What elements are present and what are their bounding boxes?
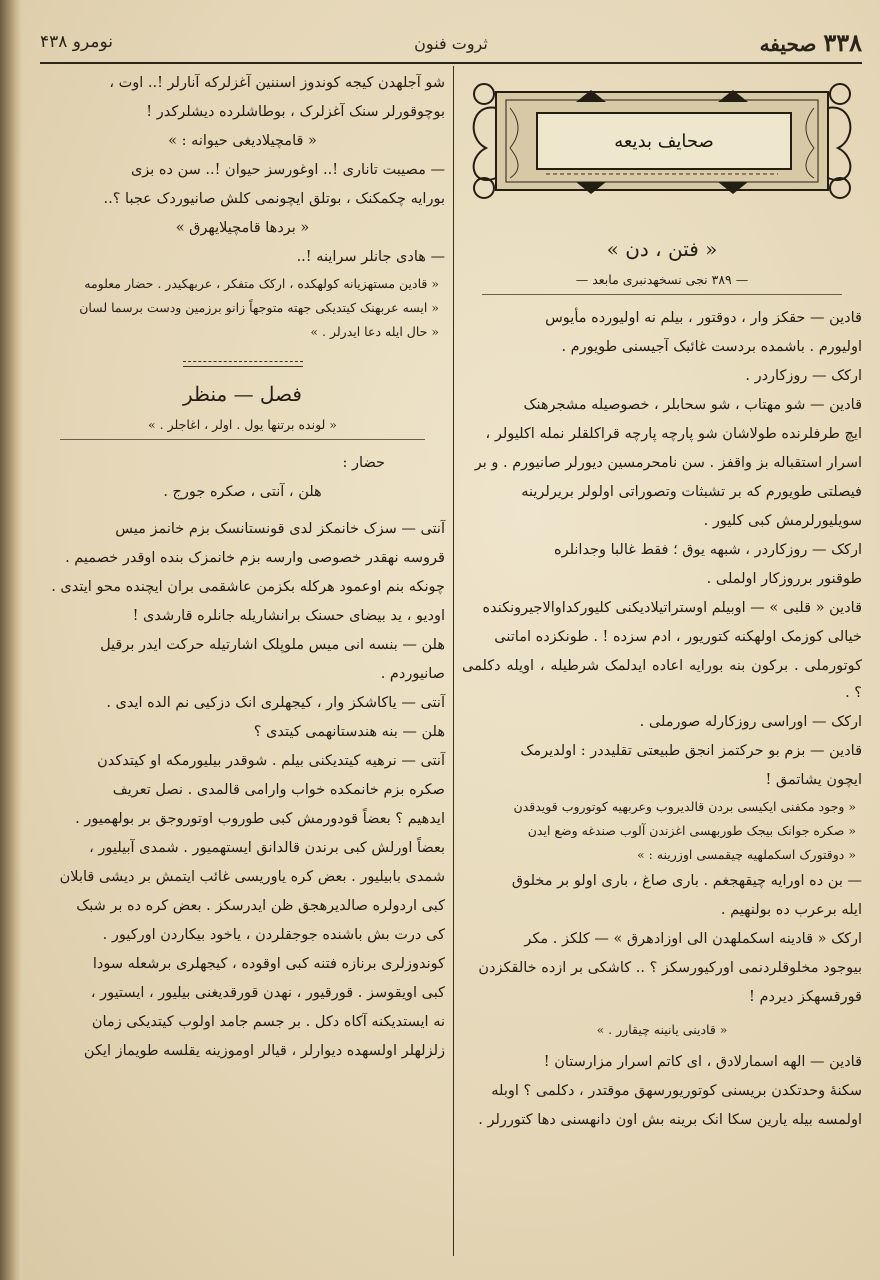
journal-title: ثروت فنون <box>414 34 488 53</box>
stage-note: « ایسه عربهنک کیتدیکی جهته متوجهاً زانو برزمین ودست برسما لسان <box>79 300 439 315</box>
dialogue-line: فیصلتی طویورم که بر تشبثات وتصوراتی اولولر بریرلرینه <box>521 484 862 500</box>
right-column <box>462 232 862 1136</box>
left-column <box>40 70 445 1067</box>
dialogue-line: صانیوردم . <box>380 666 445 682</box>
dialogue-line: بعضاً اورلش کبی برندن قالدانق ایستهمیور . شمدی آبیلیور ، <box>89 840 445 856</box>
dialogue-line: سکنهٔ وحدتکدن بریسنی کوتوریورسهق موقتدر ، دکلمی ؟ اوبله <box>491 1083 862 1099</box>
dialogue-line: ایدهیم ؟ بعضاً قودورمش کبی طوروب اوتوروجق بر بولهمیور . <box>75 811 445 827</box>
dialogue-line: آنتی — یاکاشکز وار ، کیجهلری انک دزکیی نم الده ایدی . <box>106 695 445 711</box>
stage-note: « قادین مستهزیانه کولهکده ، ارکک متفکر ، عربهکیدر . حضار معلومه <box>84 276 439 291</box>
page-number: ۳۳۸ <box>823 28 862 57</box>
dialogue-line: چونکه بنم اوعمود هرکله بکزمن عاشقمی بران ایچنده محو ایتدی . <box>51 579 445 595</box>
issue-number: نومرو ۴۳۸ <box>40 32 114 52</box>
dialogue-line: سویلیورلرمش کبی کلیور . <box>703 513 862 529</box>
section-divider <box>183 361 303 367</box>
dialogue-line: قادین — الهه اسمارلادق ، ای کاتم اسرار مزارستان ! <box>543 1054 862 1070</box>
dialogue-line: ایچ طرفلرنده طولاشان شو پارچه پارچه قراکلقلر نمله اکلیولر ، <box>485 426 862 442</box>
dialogue-line: طوقنور برروزکار اولملی . <box>706 571 862 587</box>
stage-note: « حال ایله دعا ایدرلر . » <box>310 324 439 339</box>
dialogue-line: هلن — بنسه انی میس ملوپلک اشارتیله حرکت ایدر برقیل <box>100 637 445 653</box>
dialogue-line: کوندوزلری برنازه فتنه کبی اوقوده ، کیجهلری برشعله سودا <box>92 956 445 972</box>
text-line: — هادی جانلر سراینه !.. <box>296 249 445 265</box>
dialogue-line: صکره بزم خانمکده خواب وارامی قالمدی . نصل تعریف <box>112 782 445 798</box>
spacer <box>40 508 445 516</box>
stage-note: « بردها قامچیلایهرق » <box>175 220 310 236</box>
page-label: صحیفه <box>759 32 817 56</box>
dialogue-line: کوتورملی . برکون بنه بورایه اعاده ایدلمک شرطیله ، اویله دکلمی ؟ . <box>462 658 862 701</box>
section-banner <box>466 78 858 206</box>
dialogue-line: قادین — حقکز وار ، دوقتور ، بیلم نه اولیورده مأیوس <box>545 310 862 326</box>
dialogue-line: آنتی — سزک خانمکز لدی قونستانسک بزم خانمز میس <box>115 521 445 537</box>
dialogue-line: قروسه نهقدر خصوصی وارسه بزم خانمزک بنده اوقدر خصمیم . <box>65 550 445 566</box>
dialogue-line: اولمسه بیله یارین سکا انک برینه بش اون دانهسنی دها کتوررلر . <box>478 1112 862 1128</box>
stage-note: « وجود مکفنی ایکیسی بردن قالدیروب وعربهیه کوتوروب قویدقدن <box>513 799 856 814</box>
dialogue-line: اسرار استقباله بز واقفز . سن نامحرمسین دیورلر صانیورم . و بر <box>474 455 862 471</box>
dialogue-line: ارکک « قادینه اسکملهدن الی اوزادهرق » — کلکز . مکر <box>524 931 862 947</box>
stage-note: « دوقتورک اسکملهیه چیقمسی اوزرینه : » <box>637 847 856 862</box>
header-rule <box>40 62 862 64</box>
text-line: — مصیبت تاناری !.. اوغورسز حیوان !.. سن ده بزی <box>130 162 445 178</box>
dialogue-line: آنتی — نرهیه کیتدیکنی بیلم . شوقدر بیلیورمکه او کیتدکدن <box>97 753 445 769</box>
scene-note: « لونده برتنها یول . اولر ، اغاجلر . » <box>60 413 425 440</box>
dialogue-line: کبی اردولره صالدیرهجق ظن ایدرسکز . بعض کره ده بر شبک <box>76 898 445 914</box>
text-line: شو آجلهدن کیجه کوندوز اسننین آغزلرکه آنارلر !.. اوت ، <box>109 75 445 91</box>
dialogue-line: قورقسهکز دیردم ! <box>749 989 862 1005</box>
banner-title: صحایف بدیعه <box>536 112 792 170</box>
dialogue-line: قادین — شو مهتاب ، شو سحابلر ، خصوصیله مشجرهنک <box>523 397 862 413</box>
dialogue-line: ایله برعرب ده بولنهیم . <box>720 902 862 918</box>
page-header <box>40 28 862 64</box>
cast-label: حضار : <box>342 455 385 471</box>
dialogue-line: هلن — بنه هندستانهمی کیتدی ؟ <box>253 724 445 740</box>
dialogue-line: ارکک — روزکاردر ، شبهه یوق ؛ فقط غالبا وجدانلره <box>553 542 862 558</box>
dialogue-line: خیالی کوزمک اولهکنه کتوریور ، ادم سزده ! . طونکزده اماتنی <box>494 629 862 645</box>
cast-list: هلن ، آنتی ، صکره جورج . <box>163 484 322 500</box>
stage-note: « قادینی یانینه چیقارر . » <box>596 1022 728 1037</box>
stage-note: « قامچیلادیغی حیوانه : » <box>168 133 317 149</box>
stage-note: « صکره جوانک بیجک طوربهسی اغزندن آلوب صندغه وضع ایدن <box>527 823 856 838</box>
dialogue-line: ایچون یشاتمق ! <box>765 772 862 788</box>
dialogue-line: قادین « قلبی » — اوبیلم اوستراتیلادیکنی کلیورکداوالاجیرونکنده <box>482 600 862 616</box>
dialogue-line: بیوجود مخلوقلردنمی اورکیورسکز ؟ .. کاشکی بر ازده خالقکزدن <box>478 960 862 976</box>
dialogue-line: — بن ده اورایه چیقهجغم . باری صاغ ، باری اولو بر مخلوق <box>511 873 862 889</box>
dialogue-line: کبی اویقوسز . قورقیور ، نهدن قورقدیغنی بیلیور ، ایستیور ، <box>90 985 445 1001</box>
dialogue-line: قادین — بزم بو حرکتمز انجق طبیعتی تقلیددر : اولدیرمک <box>520 743 862 759</box>
dialogue-line: کی درت بش باشنده جوجقلردن ، یاخود بیکاردن اورکیور . <box>102 927 445 943</box>
article-title: « فتن ، دن » <box>606 237 718 261</box>
text-line: بورایه چکمکنک ، بوتلق ایچونمی کلش صانیوردک عجبا ؟.. <box>103 191 445 207</box>
dialogue-line: شمدی بابیلیور . بعض کره یاوریسی غائب ایتمش بر دیشی قابلان <box>59 869 445 885</box>
dialogue-line: اولیورم . باشمده بردست غائبک آجیسنی طویورم . <box>561 339 862 355</box>
text-line: بوچوقورلر سنک آغزلرک ، بوطاشلرده دیشلرکدر ! <box>146 104 445 120</box>
dialogue-line: ارکک — روزکاردر . <box>745 368 862 384</box>
dialogue-line: زلزلهلر اولسهده دیوارلر ، قیالر اوموزینه یقلسه طویماز ایکن <box>83 1043 445 1059</box>
dialogue-line: اودیو ، ید بیضای حسنک برانشاریله جانلره قارشدی ! <box>132 608 445 624</box>
dialogue-line: ارکک — اوراسی روزکارله صورملی . <box>639 714 862 730</box>
dialogue-line: نه ایستدیکنه آکاه دکل . بر جسم جامد اولوب کیتدیکی زمان <box>91 1014 445 1030</box>
article-subtitle: — ۳۸۹ نجی نسخهدنبری مابعد — <box>482 268 842 295</box>
column-divider <box>453 66 454 1256</box>
scene-title: فصل — منظر <box>183 382 302 406</box>
page-gutter <box>0 0 22 1280</box>
